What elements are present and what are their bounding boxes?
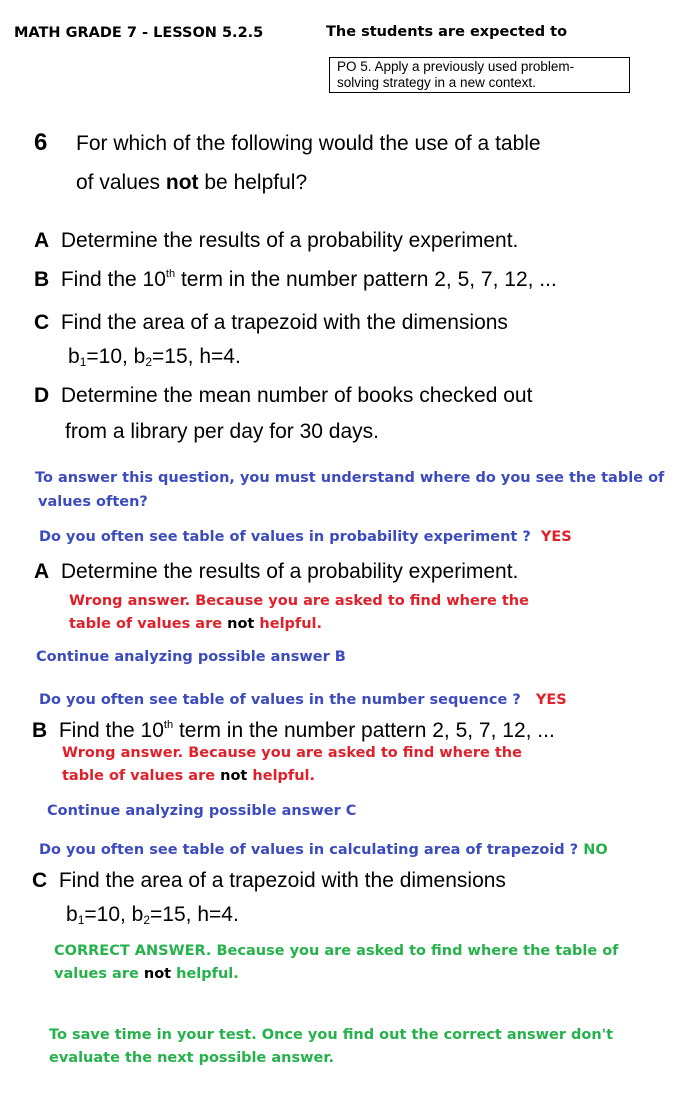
choice-c-letter: C bbox=[34, 311, 50, 334]
answer-yes-b: YES bbox=[535, 692, 567, 708]
choice-b: B Find the 10th term in the number pattern 2, 5, 7, 12, ... bbox=[34, 268, 557, 291]
recap-choice-a: A Determine the results of a probability experiment. bbox=[34, 560, 519, 583]
wrong-a-line-1: Wrong answer. Because you are asked to find where the bbox=[69, 593, 529, 609]
continue-to-b: Continue analyzing possible answer B bbox=[36, 649, 346, 665]
intro-line-1: To answer this question, you must understand where do you see the table of bbox=[35, 470, 665, 486]
continue-to-c: Continue analyzing possible answer C bbox=[47, 803, 357, 819]
wrong-a-line-2: table of values are not helpful. bbox=[69, 616, 323, 632]
tip-line-1: To save time in your test. Once you find out the correct answer don't bbox=[49, 1027, 614, 1043]
choice-b-letter: B bbox=[34, 268, 50, 291]
expectations-heading: The students are expected to bbox=[326, 24, 568, 40]
check-question-b: Do you often see table of values in the number sequence ? YES bbox=[39, 692, 567, 708]
question-number: 6 bbox=[34, 129, 48, 156]
answer-no-c: NO bbox=[583, 842, 608, 858]
choice-a bbox=[34, 229, 518, 253]
choice-a-letter: A bbox=[34, 229, 50, 252]
correct-line-2: values are not helpful. bbox=[54, 966, 239, 982]
wrong-b-line-2: table of values are not helpful. bbox=[62, 768, 316, 784]
po-line-1: PO 5. Apply a previously used problem- bbox=[337, 59, 575, 74]
choice-c-dimensions: $b_1=10$, $b_2=15$, h=4. bbox=[68, 345, 241, 369]
tip-line-2: evaluate the next possible answer. bbox=[49, 1050, 334, 1066]
choice-d-letter: D bbox=[34, 384, 50, 407]
question-line-2: of values not be helpful? bbox=[76, 171, 308, 194]
emphasis-not: not bbox=[165, 171, 199, 194]
po-line-2: solving strategy in a new context. bbox=[337, 75, 536, 90]
recap-choice-c-dimensions: $b_1=10$, $b_2=15$, h=4. bbox=[66, 903, 239, 927]
intro-line-2: values often? bbox=[38, 494, 148, 510]
wrong-b-line-1: Wrong answer. Because you are asked to find where the bbox=[62, 745, 522, 761]
choice-d-text: Determine the mean number of books checked out bbox=[60, 384, 533, 407]
correct-line-1: CORRECT ANSWER. Because you are asked to find where the table of bbox=[54, 943, 619, 959]
choice-d bbox=[34, 384, 532, 408]
choice-d-line-2: from a library per day for 30 days. bbox=[65, 420, 379, 443]
answer-yes-a: YES bbox=[540, 529, 572, 545]
recap-choice-b: B Find the 10th term in the number pattern 2, 5, 7, 12, ... bbox=[32, 719, 555, 742]
performance-objective-box bbox=[329, 57, 630, 93]
recap-choice-c: C Find the area of a trapezoid with the dimensions bbox=[32, 869, 506, 892]
choice-a-text: Determine the results of a probability experiment. bbox=[60, 229, 519, 252]
check-question-a: Do you often see table of values in probability experiment ? YES bbox=[39, 529, 572, 545]
question-line-1: For which of the following would the use of a table bbox=[76, 132, 541, 155]
lesson-title: MATH GRADE 7 - LESSON 5.2.5 bbox=[14, 25, 264, 41]
choice-c-text: Find the area of a trapezoid with the dimensions bbox=[60, 311, 508, 334]
choice-c bbox=[34, 311, 508, 335]
check-question-c: Do you often see table of values in calculating area of trapezoid ? NO bbox=[39, 842, 608, 858]
